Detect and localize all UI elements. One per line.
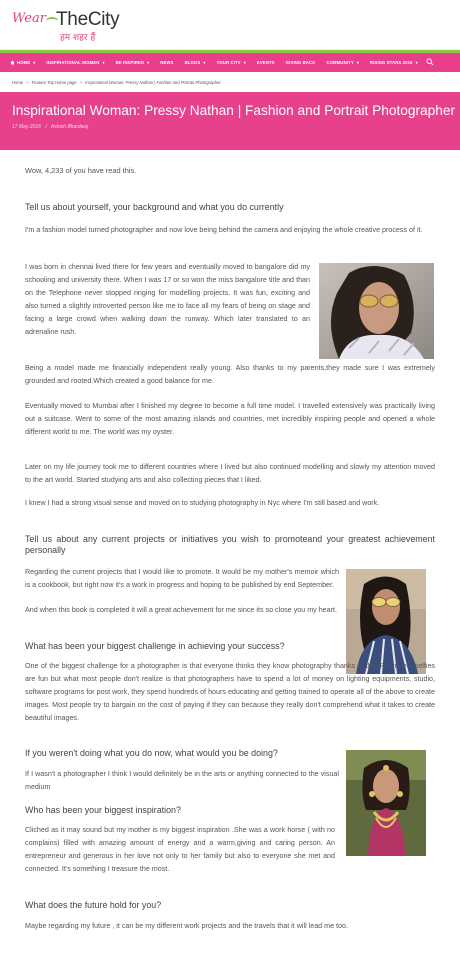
paragraph: Regarding the current projects that I would like to promote. It would be my mother's memoir which is a cookbook, but right now it's a work in progress and hoping to be published by end September. [25,568,339,589]
nav-label-home: HOME [17,60,31,65]
paragraph: If I wasn't a photographer I think I would definitely be in the arts or anything connected to the visual medium [25,770,339,791]
article-author[interactable]: Ashish Bhardwaj [50,124,89,130]
nav-item-your-city[interactable] [216,60,245,65]
chevron-down-icon: ▾ [415,60,418,65]
nav-label-giving-back: GIVING BACK [285,60,316,65]
breadcrumb [12,78,221,86]
paragraph: One of the biggest challenge for a photographer is that everyone thinks they know photography thanks to the iPhone etc selfies are fun but what most people don't realize is that photographers have to spend a lot of money on lighting equipments, studio, software programs for post work, they spend hundreds of hours educating and getting trained to operate all of the above to create images. Most people try to bargain on the cost of paying if they can because they really don't comprehend what it takes to create beautiful images. [25,662,435,722]
breadcrumb-current: Inspirational Woman: Pressy Nathan | Fashion and Portrait Photographer [85,79,221,85]
read-count: Wow, 4,233 of you have read this. [25,166,137,175]
logo-thecity: TheCity [56,9,120,30]
question-heading: What does the future hold for you? [25,900,162,910]
question-heading: What has been your biggest challenge in achieving your success? [25,641,285,651]
site-logo[interactable] [12,9,142,43]
nav-item-rising-stars[interactable] [370,60,418,65]
page-title: Inspirational Woman: Pressy Nathan | Fashion and Portrait Photographer [12,103,456,118]
logo-hindi: हम शहर हैं [60,33,96,43]
logo-wear: Wear [12,11,46,26]
chevron-down-icon: ▾ [203,60,206,65]
paragraph: Being a model made me financially independent really young. Also thanks to my parents,they made sure I was extremely grounded and rooted.Which created a good balance for me. [25,364,435,385]
nav-item-giving-back[interactable] [286,60,316,65]
nav-label-blogs: BLOGS [184,60,201,65]
paragraph: Cliched as it may sound but my mother is my biggest inspiration .She was a work horse ( with no complains) filled with amazing amount of energy and a warm,giving and caring person. An entrepreneur and generous in her love not only to her family but also to everyone she met and connected. It's something I treasure the most. [25,826,335,873]
paragraph: Later on my life journey took me to different countries where I lived but also continued modelling and slowly my attention moved to the art world. Started studying arts and also collecting pieces that I liked. [25,463,435,484]
chevron-down-icon: ▾ [147,60,150,65]
article-date: 17 May 2016 [12,124,41,130]
chevron-down-icon: ▾ [356,60,359,65]
home-icon [10,60,15,65]
site-header [0,0,460,50]
search-icon[interactable] [426,58,434,66]
nav-label-community: COMMUNITY [326,60,354,65]
nav-label-be-inspired: BE INSPIRED [115,60,145,65]
chevron-down-icon: ▾ [102,60,105,65]
breadcrumb-home[interactable]: Home [12,79,24,85]
paragraph: And when this book is completed it will a great achievement for me since its so close you my heart. [25,606,337,614]
breadcrumb-separator: > [26,79,29,85]
article-hero [0,92,460,150]
paragraph: I knew I had a strong visual sense and moved on to studying photography in Nyc where I'm still based and work. [25,499,380,507]
nav-item-blogs[interactable] [185,60,206,65]
question-heading: If you weren't doing what you do now, what would you be doing? [25,748,278,758]
nav-item-news[interactable] [160,60,173,65]
nav-item-be-inspired[interactable] [116,60,150,65]
nav-label-news: NEWS [160,60,174,65]
main-nav [0,53,460,72]
nav-item-events[interactable] [257,60,275,65]
article-meta [12,124,91,130]
breadcrumb-section[interactable]: Feature Top Home page [31,79,77,85]
nav-item-inspirational-women[interactable] [46,60,104,65]
question-heading: Who has been your biggest inspiration? [25,805,181,815]
paragraph: I'm a fashion model turned photographer and now love being behind the camera and enjoying the whole creative process of it. [25,226,423,234]
photo-portrait-sunglasses [319,263,434,359]
paragraph: I was born in chennai lived there for few years and eventually moved to bangalore did my schooling and university there. When I was 17 or so won the miss bangalore title and than on the Telephone never stopped ringing for modelling projects. It was fun, exciting and also turned a slightly introverted person like me to face all my fears of being on stage and facing a large crowd when walking down the runway. Which later translated to an adrenaline rush. [25,263,310,336]
nav-item-home[interactable] [10,60,35,65]
question-heading: Tell us about any current projects or initiatives you wish to promoteand your greatest achievement personally [25,534,435,555]
nav-label-events: EVENTS [256,60,275,65]
photo-portrait-mirrored-glasses [346,569,426,674]
photo-portrait-traditional-jewelry [346,750,426,856]
chevron-down-icon: ▾ [33,60,36,65]
chevron-down-icon: ▾ [243,60,246,65]
paragraph: Eventually moved to Mumbai after I finished my degree to become a full time model. I travelled extensively was practically living out a suitcase. Went to some of the most amazing islands and countries, met incredibly inspiring people and opened a whole different world to me. The world was my oyster. [25,402,435,436]
paragraph: Maybe regarding my future , it can be my different work projects and the travels that it will lead me too. [25,922,348,930]
breadcrumb-separator: > [79,79,83,85]
nav-label-rising-stars: RISING STARS 2016 [369,60,413,65]
meta-separator: / [45,124,47,130]
nav-label-inspirational-women: INSPIRATIONAL WOMEN [46,60,100,65]
nav-item-community[interactable] [326,60,359,65]
question-heading: Tell us about yourself, your background and what you do currently [25,202,284,212]
nav-label-your-city: YOUR CITY [216,60,241,65]
